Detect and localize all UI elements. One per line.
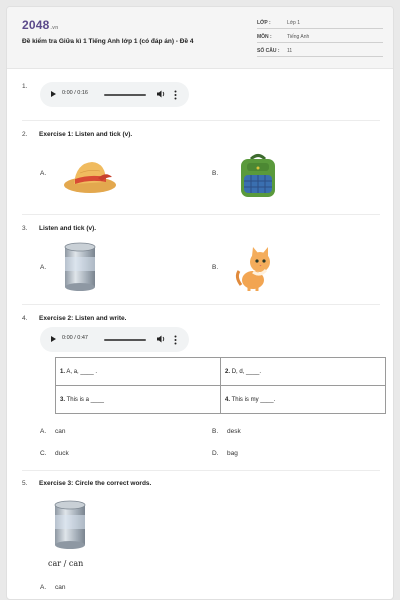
logo-main: 2048: [22, 18, 50, 32]
table-row: [56, 358, 386, 386]
meta-key: LỚP :: [257, 20, 271, 26]
meta-question-count: [257, 47, 383, 57]
option-label[interactable]: B.: [212, 170, 219, 177]
meta-value: Tiếng Anh: [287, 34, 310, 40]
site-logo[interactable]: [22, 18, 58, 32]
tin-can-image: [59, 241, 101, 293]
exam-page: [6, 6, 394, 600]
cell-number: 4.: [225, 396, 231, 403]
meta-subject: [257, 33, 383, 43]
volume-icon[interactable]: [156, 334, 166, 344]
question-number: 2.: [22, 131, 28, 138]
cell-text: D, d, ____.: [231, 368, 262, 375]
answer-word[interactable]: can: [55, 428, 66, 435]
divider: [22, 304, 380, 305]
meta-value: 11: [287, 48, 293, 54]
play-icon[interactable]: [51, 91, 56, 97]
divider: [22, 470, 380, 471]
table-cell: [56, 358, 221, 386]
divider: [22, 214, 380, 215]
audio-progress-track[interactable]: [104, 94, 146, 96]
backpack-image: [233, 151, 283, 201]
answer-word[interactable]: duck: [55, 450, 69, 457]
meta-key: MÔN :: [257, 34, 272, 40]
exam-header: [7, 7, 394, 69]
question-text: Exercise 1: Listen and tick (v).: [39, 131, 133, 138]
meta-value: Lớp 1: [287, 20, 301, 26]
tin-can-image: [49, 499, 91, 551]
question-number: 3.: [22, 225, 28, 232]
table-cell: [56, 386, 221, 414]
answer-word[interactable]: desk: [227, 428, 241, 435]
answer-letter[interactable]: A.: [40, 584, 47, 591]
play-icon[interactable]: [51, 336, 56, 342]
question-number: 5.: [22, 480, 28, 487]
option-label[interactable]: B.: [212, 264, 219, 271]
answer-word[interactable]: can: [55, 584, 66, 591]
option-label[interactable]: A.: [40, 264, 47, 271]
cell-number: 1.: [60, 368, 66, 375]
fill-in-table: [55, 357, 386, 414]
answer-letter[interactable]: C.: [40, 450, 47, 457]
audio-player[interactable]: [40, 327, 189, 352]
cell-number: 3.: [60, 396, 66, 403]
audio-time: 0:00 / 0:47: [62, 335, 88, 341]
table-cell: [221, 386, 386, 414]
question-number: 1.: [22, 83, 28, 90]
option-label[interactable]: A.: [40, 170, 47, 177]
question-text: Listen and tick (v).: [39, 225, 97, 232]
answer-word[interactable]: bag: [227, 450, 238, 457]
cell-text: A, a, ____ .: [66, 368, 98, 375]
answer-letter[interactable]: A.: [40, 428, 47, 435]
meta-key: SỐ CÂU :: [257, 48, 280, 54]
cell-text: This is my ____.: [231, 396, 276, 403]
cell-text: This is a ____: [66, 396, 104, 403]
volume-icon[interactable]: [156, 89, 166, 99]
cell-number: 2.: [225, 368, 231, 375]
more-options-icon[interactable]: [174, 335, 177, 345]
logo-suffix: .vn: [50, 25, 59, 31]
straw-hat-image: [62, 155, 118, 195]
table-row: [56, 386, 386, 414]
table-cell: [221, 358, 386, 386]
question-text: Exercise 2: Listen and write.: [39, 315, 127, 322]
audio-player[interactable]: [40, 82, 189, 107]
image-caption: car / can: [48, 559, 84, 568]
answer-letter[interactable]: B.: [212, 428, 219, 435]
answer-letter[interactable]: D.: [212, 450, 219, 457]
more-options-icon[interactable]: [174, 90, 177, 100]
kitten-image: [233, 243, 279, 293]
question-text: Exercise 3: Circle the correct words.: [39, 480, 152, 487]
divider: [22, 120, 380, 121]
audio-time: 0:00 / 0:16: [62, 90, 88, 96]
page-title: Đề kiểm tra Giữa kì 1 Tiếng Anh lớp 1 (có đáp án) - Đề 4: [22, 38, 194, 45]
meta-class: [257, 19, 383, 29]
audio-progress-track[interactable]: [104, 339, 146, 341]
question-number: 4.: [22, 315, 28, 322]
